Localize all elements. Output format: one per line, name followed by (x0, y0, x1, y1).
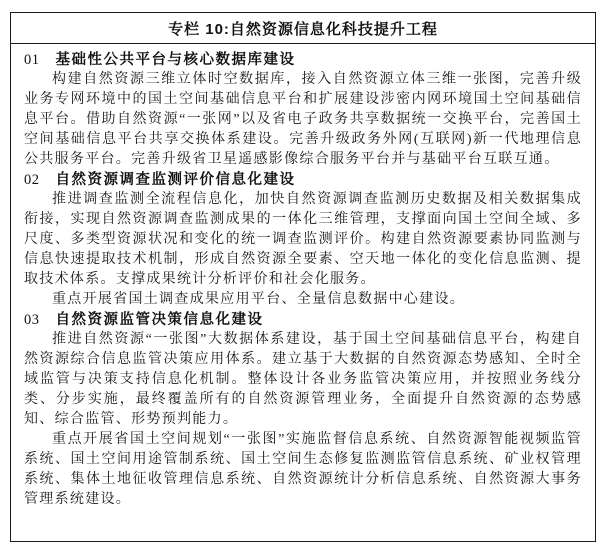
section-02 (24, 170, 582, 310)
section-03 (24, 310, 582, 510)
section-01-paragraph-1: 构建自然资源三维立体时空数据库，接入自然资源立体三维一张图，完善升级业务专网环境中的国土空间基础信息平台和扩展建设涉密内网环境国土空间基础信息平台。借助自然资源“一张网”以及省电子政务共享数据统一交换平台，完善国土空间基础信息平台共享交换体系建设。完善升级政务外网(互联网)新一代地理信息公共服务平台。完善升级省卫星遥感影像综合服务平台并与基础平台互联互通。 (24, 72, 582, 167)
section-01-heading-row (24, 50, 582, 70)
section-03-number: 03 (24, 312, 40, 328)
section-02-heading: 自然资源调查监测评价信息化建设 (55, 172, 296, 188)
section-03-heading-row (24, 310, 582, 330)
column-box-title: 专栏 10:自然资源信息化科技提升工程 (168, 20, 438, 38)
section-02-heading-row (24, 170, 582, 190)
section-01-heading: 基础性公共平台与核心数据库建设 (55, 52, 296, 68)
section-02-number: 02 (24, 172, 40, 188)
column-box-body (11, 44, 595, 510)
section-03-paragraph-2: 重点开展省国土空间规划“一张图”实施监督信息系统、自然资源智能视频监管系统、国土空间用途管制系统、国土空间生态修复监测监管信息系统、矿业权管理系统、集体土地征收管理信息系统、自然资源统计分析信息系统、自然资源大事务管理系统建设。 (24, 432, 582, 507)
section-03-paragraph-1: 推进自然资源“一张图”大数据体系建设，基于国土空间基础信息平台，构建自然资源综合信息监管决策应用体系。建立基于大数据的自然资源态势感知、全时全域监管与决策支持信息化机制。整体设计各业务监管决策应用，并按照业务线分类、分步实施，最终覆盖所有的自然资源管理业务，全面提升自然资源的态势感知、综合监管、形势预判能力。 (24, 332, 582, 427)
section-02-paragraph-1: 推进调查监测全流程信息化，加快自然资源调查监测历史数据及相关数据集成衔接，实现自然资源调查监测成果的一体化三维管理，支撑面向国土空间全域、多尺度、多类型资源状况和变化的统一调查监测评价。构建自然资源要素协同监测与信息快速提取技术机制，形成自然资源全要素、空天地一体化的变化信息监测、提取技术体系。支撑成果统计分析评价和社会化服务。 (24, 192, 582, 287)
section-03-heading: 自然资源监管决策信息化建设 (55, 312, 264, 328)
column-box-header (11, 13, 595, 44)
section-01 (24, 50, 582, 170)
column-box (10, 12, 596, 542)
section-02-paragraph-2: 重点开展省国土调查成果应用平台、全量信息数据中心建设。 (52, 292, 466, 307)
section-01-number: 01 (24, 52, 40, 68)
